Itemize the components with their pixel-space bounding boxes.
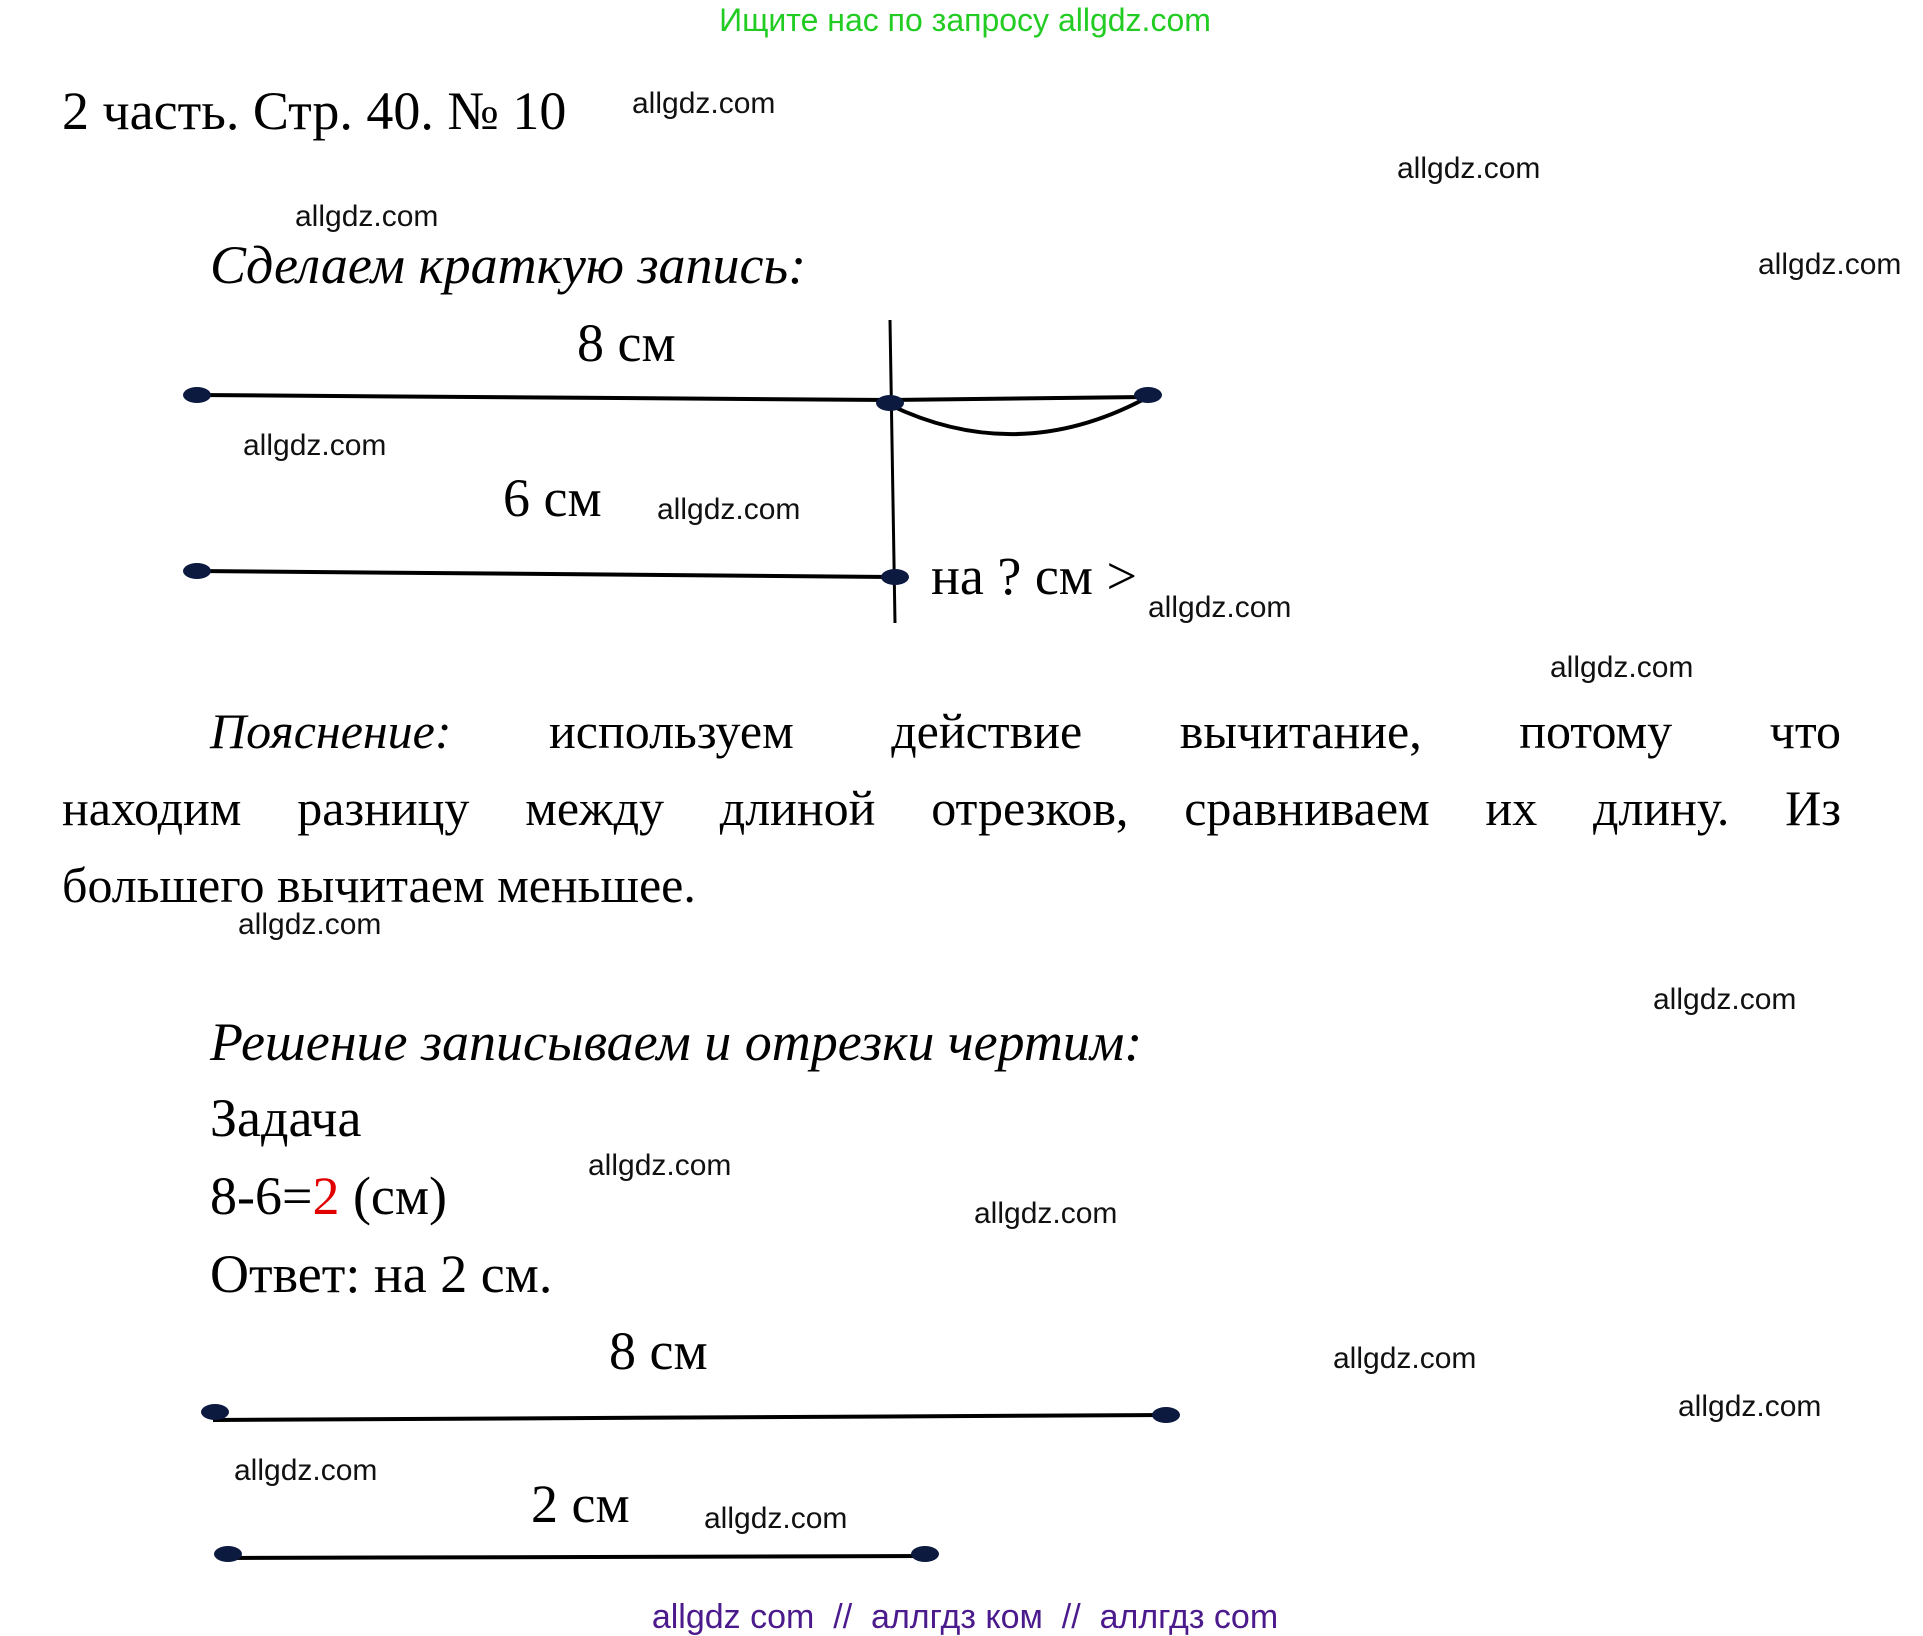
watermark: allgdz.com [1758,248,1902,281]
point-dot [1152,1407,1180,1423]
watermark: allgdz.com [1678,1390,1822,1423]
equation-unit: (см) [339,1166,448,1226]
segment-label-6cm: 6 см [503,468,602,528]
footer-links: allgdz com // аллгдз ком // аллгдз com [651,1598,1279,1636]
watermark: allgdz.com [657,493,801,526]
task-label: Задача [210,1088,362,1148]
watermark: allgdz.com [974,1197,1118,1230]
segment-6cm [197,571,895,577]
explanation-paragraph [62,693,1841,924]
watermark: allgdz.com [234,1454,378,1487]
watermark: allgdz.com [1333,1342,1477,1375]
watermark: allgdz.com [704,1502,848,1535]
explanation-text: используем действие вычитание, потому что [549,703,1842,759]
segment-label-8cm: 8 см [577,313,676,373]
watermark: allgdz.com [238,908,382,941]
point-dot [201,1404,229,1420]
watermark: allgdz.com [588,1149,732,1182]
explanation-line [62,693,1841,770]
search-hint-banner: Ищите нас по запросу allgdz.com [719,2,1211,38]
watermark: allgdz.com [1653,983,1797,1016]
segment-8cm-part [197,395,890,400]
page-title: 2 часть. Стр. 40. № 10 [62,81,567,141]
watermark: allgdz.com [295,200,439,233]
point-dot [911,1546,939,1562]
explanation-label: Пояснение: [210,703,452,759]
segment-8cm-excess [890,397,1148,400]
answer-segment-label-8cm: 8 см [609,1321,708,1381]
watermark: allgdz.com [1550,651,1694,684]
equation-result: 2 [312,1166,340,1226]
watermark: allgdz.com [243,429,387,462]
point-dot [876,395,904,411]
solution-equation [210,1166,448,1226]
point-dot [881,569,909,585]
short-record-heading: Сделаем краткую запись: [210,235,807,295]
segment-8cm-answer [213,1415,1166,1420]
solution-heading: Решение записываем и отрезки чертим: [210,1012,1143,1072]
question-label: на ? см > [931,546,1137,606]
point-dot [1134,387,1162,403]
point-dot [214,1546,242,1562]
answer-text: Ответ: на 2 см. [210,1244,553,1304]
point-dot [183,563,211,579]
watermark: allgdz.com [1397,152,1541,185]
point-dot [183,387,211,403]
answer-segment-label-2cm: 2 см [531,1474,630,1534]
watermark: allgdz.com [1148,591,1292,624]
segment-2cm-answer [226,1556,925,1558]
explanation-line: большего вычитаем меньшее. [62,857,696,913]
explanation-line: находим разницу между длиной отрезков, сравниваем их длину. Из [62,780,1841,836]
equation-left: 8-6= [210,1166,313,1226]
difference-brace [890,397,1148,434]
watermark: allgdz.com [632,87,776,120]
